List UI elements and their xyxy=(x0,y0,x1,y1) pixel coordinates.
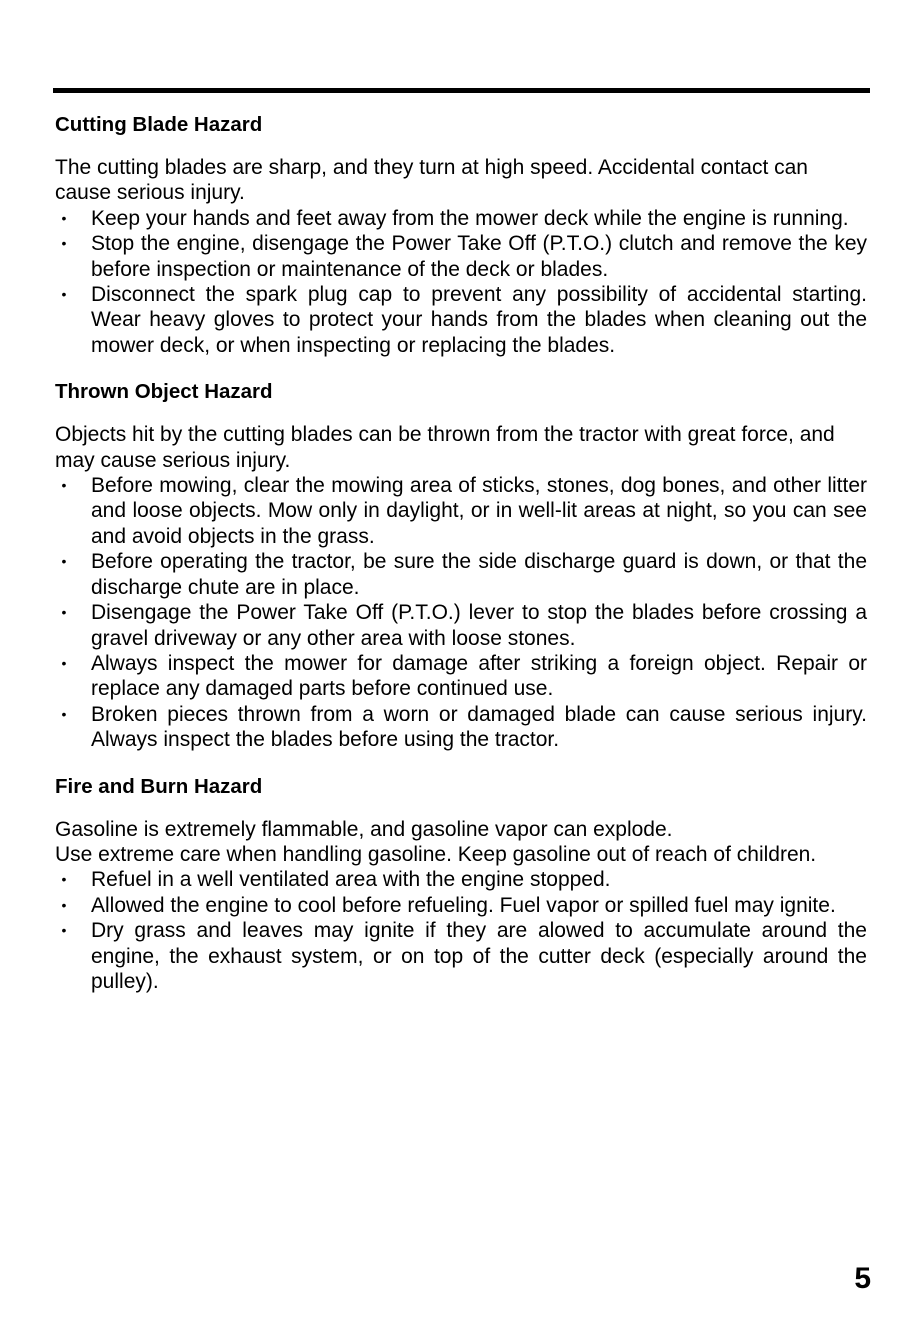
list-item-text: Allowed the engine to cool before refueling. Fuel vapor or spilled fuel may ignite. xyxy=(91,893,836,917)
list-item-text: Dry grass and leaves may ignite if they are alowed to accumulate around the engine, the exhaust system, or on top of the cutter deck (especially around the pulley). xyxy=(91,919,867,993)
list-item xyxy=(55,600,867,651)
list-item-text: Disconnect the spark plug cap to prevent any possibility of accidental starting. Wear heavy gloves to protect your hands from the blades when cleaning out the mower deck, or when inspecting or replacing the blades. xyxy=(91,283,867,357)
list-item xyxy=(55,867,867,892)
page-content xyxy=(55,112,867,1015)
bullet-icon: • xyxy=(61,654,67,671)
list-item-text: Always inspect the mower for damage after striking a foreign object. Repair or replace any damaged parts before continued use. xyxy=(91,651,867,701)
bullet-list xyxy=(55,206,867,358)
list-item xyxy=(55,702,867,753)
section-intro: The cutting blades are sharp, and they turn at high speed. Accidental contact can cause serious injury. xyxy=(55,156,808,205)
bullet-icon: • xyxy=(61,286,67,303)
bullet-list xyxy=(55,867,867,994)
list-item xyxy=(55,893,867,918)
header-rule xyxy=(53,88,870,93)
section-cutting-blade-hazard xyxy=(55,112,867,358)
list-item-text: Keep your hands and feet away from the mower deck while the engine is running. xyxy=(91,206,849,230)
list-item xyxy=(55,651,867,702)
bullet-icon: • xyxy=(61,477,67,494)
bullet-icon: • xyxy=(61,896,67,913)
list-item xyxy=(55,549,867,600)
bullet-icon: • xyxy=(61,871,67,888)
section-heading: Cutting Blade Hazard xyxy=(55,113,263,136)
bullet-icon: • xyxy=(61,922,67,939)
section-heading: Thrown Object Hazard xyxy=(55,380,273,404)
section-intro: Gasoline is extremely flammable, and gasoline vapor can explode. xyxy=(55,817,673,841)
bullet-icon: • xyxy=(61,705,67,722)
list-item-text: Stop the engine, disengage the Power Take Off (P.T.O.) clutch and remove the key before inspection or maintenance of the deck or blades. xyxy=(91,232,867,281)
section-thrown-object-hazard xyxy=(55,379,867,752)
list-item xyxy=(55,473,867,549)
bullet-icon: • xyxy=(61,604,67,621)
list-item xyxy=(55,231,867,282)
section-heading: Fire and Burn Hazard xyxy=(55,774,263,798)
list-item-text: Refuel in a well ventilated area with the engine stopped. xyxy=(91,868,611,892)
list-item xyxy=(55,918,867,994)
list-item-text: Before operating the tractor, be sure the side discharge guard is down, or that the discharge chute are in place. xyxy=(91,550,867,599)
bullet-list xyxy=(55,473,867,752)
section-intro: Objects hit by the cutting blades can be thrown from the tractor with great force, and may cause serious injury. xyxy=(55,423,835,472)
section-fire-and-burn-hazard xyxy=(55,774,867,995)
list-item xyxy=(55,206,867,231)
list-item-text: Broken pieces thrown from a worn or damaged blade can cause serious injury. Always inspect the blades before using the tractor. xyxy=(91,702,867,752)
list-item-text: Disengage the Power Take Off (P.T.O.) lever to stop the blades before crossing a gravel driveway or any other area with loose stones. xyxy=(91,601,867,650)
bullet-icon: • xyxy=(61,209,67,226)
list-item-text: Before mowing, clear the mowing area of sticks, stones, dog bones, and other litter and loose objects. Mow only in daylight, or in well-lit areas at night, so you can see and avoid objects in the grass. xyxy=(91,474,867,548)
list-item xyxy=(55,282,867,358)
page-number: 5 xyxy=(854,1262,871,1295)
section-intro: Use extreme care when handling gasoline. Keep gasoline out of reach of children. xyxy=(55,842,817,866)
bullet-icon: • xyxy=(61,553,67,570)
bullet-icon: • xyxy=(61,235,67,252)
